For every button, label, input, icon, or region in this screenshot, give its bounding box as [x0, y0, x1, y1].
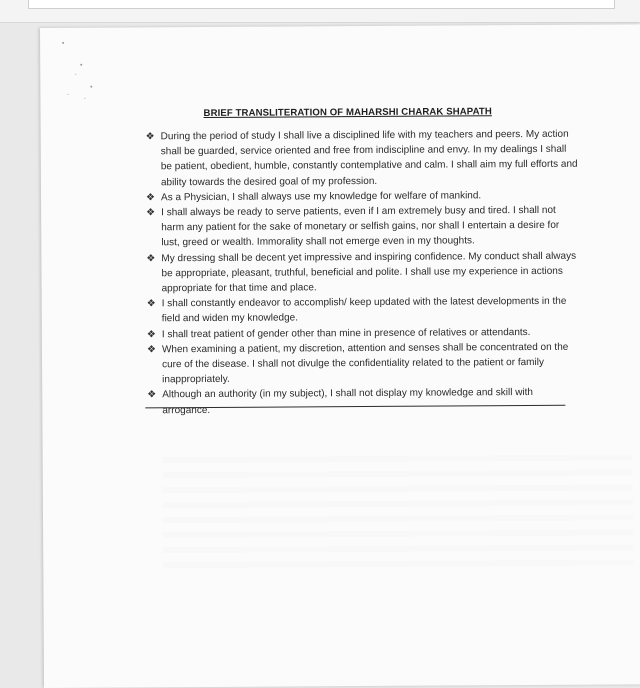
list-item-text: I shall constantly endeavor to accomplish/ keep updated with the latest developments in the field and widen my knowledge.: [161, 296, 567, 325]
diamond-bullet-icon: ❖: [146, 252, 156, 264]
diamond-bullet-icon: ❖: [146, 207, 156, 219]
document-title: BRIEF TRANSLITERATION OF MAHARSHI CHARAK SHAPATH: [203, 106, 492, 120]
oath-list: [146, 127, 580, 418]
list-item: [147, 385, 579, 418]
previous-page-edge: [0, 0, 640, 23]
list-item: [147, 340, 579, 388]
list-item-text: As a Physician, I shall always use my knowledge for welfare of mankind.: [161, 190, 482, 204]
previous-page-bottom: [28, 0, 615, 9]
diamond-bullet-icon: ❖: [146, 192, 156, 204]
list-item-text: Although an authority (in my subject), I shall not display my knowledge and skill with arrogance.: [162, 387, 534, 416]
bleed-through-text: [163, 454, 634, 577]
list-item-text: During the period of study I shall live a disciplined life with my teachers and peers. My action shall be guarded, service oriented and free from indiscipline and envy. In my dealings I shall be patient, obedient, humble, constantly contemplative and calm. I shall aim my full efforts and ability towards the desired goal of my profession.: [160, 128, 578, 188]
scan-specks: [40, 24, 640, 28]
document-page: [40, 24, 640, 688]
list-item: [147, 294, 579, 327]
diamond-bullet-icon: ❖: [146, 328, 156, 340]
list-item-text: When examining a patient, my discretion, attention and senses shall be concentrated on the cure of the disease. I shall not divulge the confidentiality related to the patient or family inappropriately.: [161, 341, 569, 386]
list-item: [146, 248, 578, 296]
diamond-bullet-icon: ❖: [147, 389, 157, 401]
diamond-bullet-icon: ❖: [146, 298, 156, 310]
list-item-text: I shall always be ready to serve patients, even if I am extremely busy and tired. I shall not harm any patient for the sake of monetary or selfish gains, nor shall I entertain a desire for lust, greed or wealth. Immorality shall not emerge even in my thoughts.: [161, 204, 560, 249]
list-item: [146, 203, 578, 251]
list-item: [146, 127, 578, 190]
list-item-text: I shall treat patient of gender other than mine in presence of relatives or attendants.: [161, 326, 531, 340]
diamond-bullet-icon: ❖: [145, 131, 155, 143]
diamond-bullet-icon: ❖: [146, 344, 156, 356]
list-item-text: My dressing shall be decent yet impressive and inspiring confidence. My conduct shall always be appropriate, pleasant, truthful, beneficial and polite. I shall use my experience in actions appropriate for that time and place.: [161, 250, 577, 295]
